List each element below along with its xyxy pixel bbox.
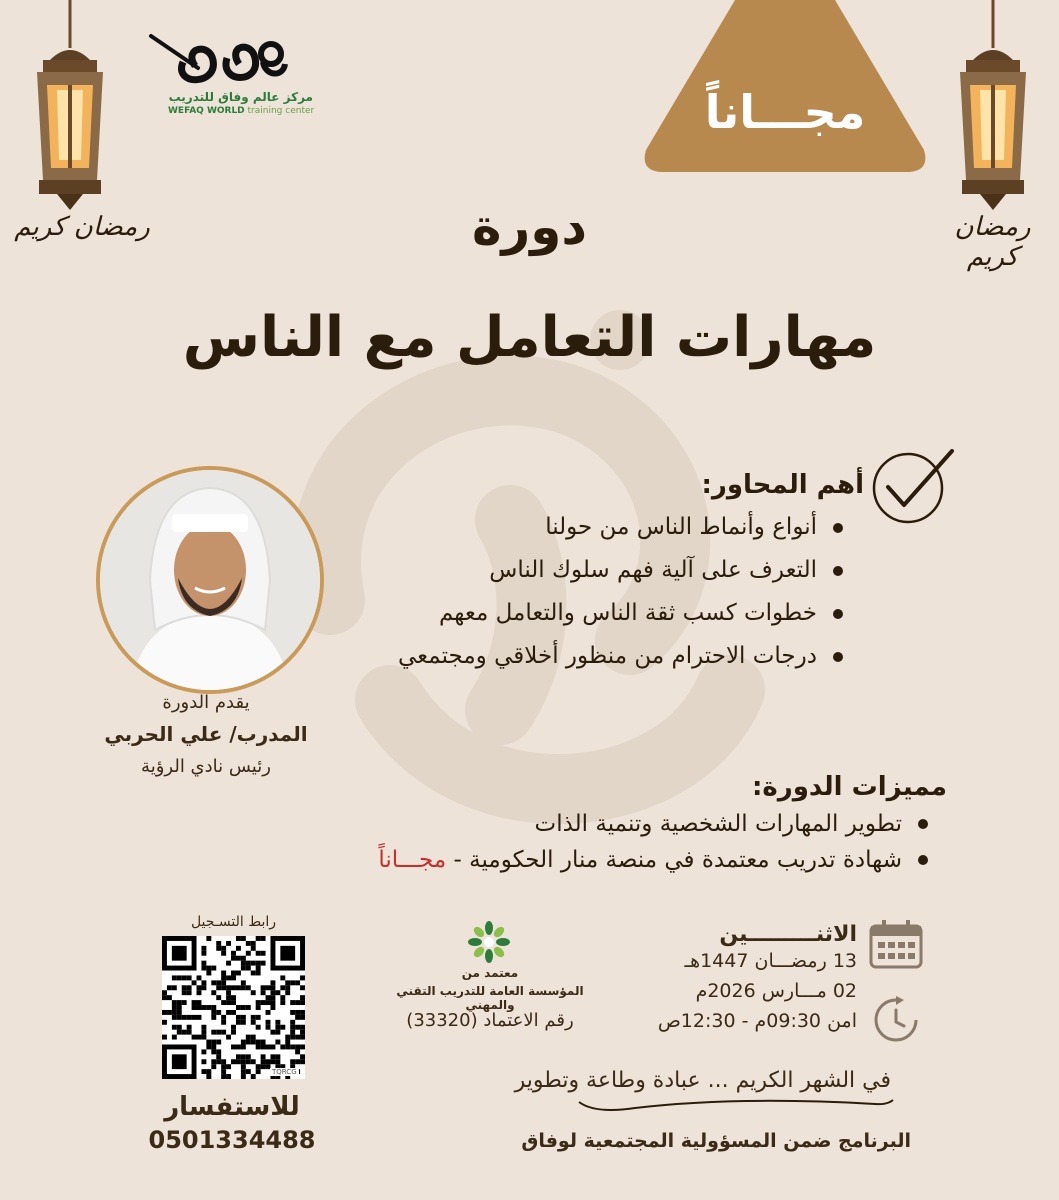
inquiry-phone[interactable]: 0501334488 — [148, 1126, 316, 1154]
ramadan-kareem-left: رمضان كريم — [14, 212, 150, 242]
trainer-name: المدرب/ علي الحربي — [104, 722, 308, 746]
registration-label: رابط التسـجيل — [190, 914, 277, 930]
ramadan-kareem-right: رمضان كريم — [954, 212, 1031, 272]
calendar-icon — [868, 918, 924, 970]
logo — [143, 28, 313, 123]
course-title: مهارات التعامل مع الناس — [182, 305, 877, 370]
features-item-text: شهادة تدريب معتمدة في منصة منار الحكومية - — [446, 847, 902, 873]
accredited-by: معتمد من — [461, 966, 519, 980]
lantern-icon — [948, 0, 1038, 210]
qr-brand: TQRCG — [272, 1068, 297, 1076]
logo-name-ar: مركز عالم وفاق للتدريب — [168, 90, 313, 104]
schedule-hijri: 13 رمضـــان 1447هـ — [684, 950, 857, 972]
trainer-presents: يقدم الدورة — [162, 692, 250, 713]
registration-qr-code[interactable] — [162, 936, 305, 1079]
features-item — [294, 842, 934, 878]
inquiry-label: للاستفسار — [164, 1092, 300, 1122]
logo-mark-icon — [143, 28, 293, 90]
trainer-photo — [96, 466, 324, 694]
accreditation-number: رقم الاعتماد (33320) — [406, 1010, 574, 1031]
features-item-free: مجـــاناً — [378, 847, 447, 873]
schedule-gregorian: 02 مـــارس 2026م — [695, 980, 857, 1002]
axes-item: درجات الاحترام من منظور أخلاقي ومجتمعي — [329, 635, 849, 678]
axes-item: التعرف على آلية فهم سلوك الناس — [329, 549, 849, 592]
features-item: تطوير المهارات الشخصية وتنمية الذات — [294, 806, 934, 842]
logo-name-en-sub: training center — [247, 106, 315, 116]
axes-heading: أهم المحاور: — [701, 470, 864, 500]
clock-icon — [870, 994, 922, 1046]
axes-item: خطوات كسب ثقة الناس والتعامل معهم — [329, 592, 849, 635]
trainer-role: رئيس نادي الرؤية — [141, 756, 271, 777]
schedule-day: الاثنـــــــــين — [719, 922, 857, 947]
course-label: دورة — [471, 198, 588, 256]
axes-item: أنواع وأنماط الناس من حولنا — [329, 506, 849, 549]
slogan-underline — [575, 1094, 895, 1116]
checkmark-icon — [868, 445, 958, 527]
features-list — [294, 806, 934, 878]
accreditation-org: المؤسسة العامة للتدريب التقني والمهني — [396, 984, 584, 1012]
qr-code-icon — [162, 936, 305, 1079]
schedule-time: امن 09:30م - 12:30ص — [657, 1010, 857, 1032]
tvtc-logo-icon — [467, 920, 511, 964]
features-heading: مميزات الدورة: — [752, 772, 947, 802]
logo-name-en: WEFAQ WORLD — [168, 106, 245, 116]
footer-text: البرنامج ضمن المسؤولية المجتمعية لوفاق — [521, 1130, 911, 1152]
free-badge-label: مجـــاناً — [704, 85, 866, 139]
lantern-icon — [25, 0, 115, 210]
slogan: في الشهر الكريم ... عبادة وطاعة وتطوير — [514, 1068, 891, 1093]
axes-list — [329, 506, 849, 678]
